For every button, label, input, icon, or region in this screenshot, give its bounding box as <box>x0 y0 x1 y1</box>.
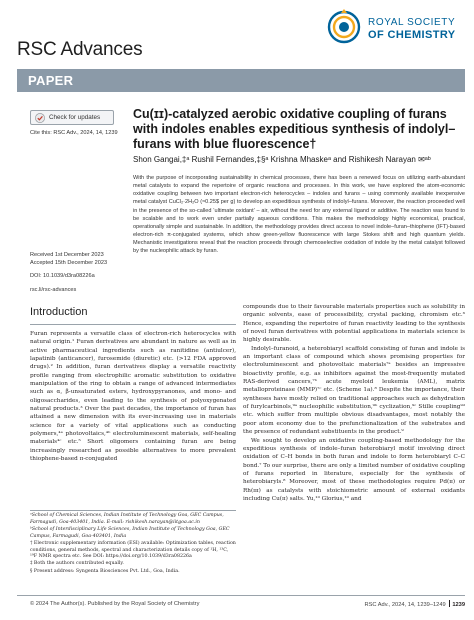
left-column <box>30 330 236 464</box>
received-date: Received 1st December 2023 <box>30 252 104 258</box>
affiliation-a: ᵃSchool of Chemical Sciences, Indian Institute of Technology Goa, GEC Campus, Farmagudi, Goa-403401, India. E-mail: rishikesh.narayan@iitgoa.ac.in <box>30 513 224 525</box>
accepted-date: Accepted 15th December 2023 <box>30 260 108 267</box>
author-list: Shon Gangai,‡ᵃ Rushil Fernandes,‡§ᵃ Krishna Mhaskeᵃ and Rishikesh Narayan ✉ᵃᵇ <box>133 155 431 164</box>
abstract: With the purpose of incorporating sustainability in chemical processes, there has been a renewed focus on utilizing earth-abundant metal catalysts to expand the repertoire of organic reactions and processes. In this work, we have explored the atom-economic oxidative coupling between two important electron-rich heterocycles – indoles and furans – using commonly available inexpensive metal catalyst CuCl₂·2H₂O (≈0.25$ per g) to develop an expeditious synthesis of indolyl–furans. Moreover, the reaction proceeded well in the presence of the so-called ‘ultimate oxidant’ – air, without the need for any external ligand or additive. The reaction was found to be scalable and to work even under partially aqueous conditions. This makes the methodology highly economical, practical, operationally simple and sustainable. In addition, the methodology provides direct access to novel indole–furan–thiophene (IFT)-based electron-rich π-conjugated systems, which show green-yellow fluorescence with large Stokes shift and high quantum yields. Mechanistic investigations reveal that the reaction proceeds through chemoselective oxidation of indole by the metal catalyst followed by the nucleophilic attack by furan. <box>133 175 465 255</box>
check-for-updates-label: Check for updates <box>49 114 101 121</box>
affiliation-b: ᵇSchool of Interdisciplinary Life Sciences, Indian Institute of Technology Goa, GEC Campus, Farmagudi, Goa-403401, India <box>30 526 230 539</box>
footer-divider <box>17 595 465 596</box>
logo-text-line2: OF CHEMISTRY <box>368 29 456 41</box>
present-address-note: § Present address: Syngenta Biosciences Pvt. Ltd., Goa, India. <box>30 568 180 574</box>
journal-reference <box>364 600 465 608</box>
intro-paragraph-2: Indolyl–furanoid, a heterobiaryl scaffold consisting of furan and indole is an important class of compound which shows promising properties for electroluminescent and photovoltaic materials⁷ᵃ besides an impressive bioactivity profile, e.g. as inhibitors against the most-frequently mutated RAS-derived cancers,⁷ᵇ acute myeloid leukemia (AML), matrix metalloproteinase (MMP)⁷ᶜ etc. (Scheme 1a).⁸ Despite the importance, their syntheses have mostly relied on traditional approaches such as dehydration of furylcarbinols,⁹ᵃ nucleophilic substitution,⁹ᵇ cyclization,⁹ᶜ Stille coupling⁹ᵈ etc. which suffer from multiple obvious disadvantages, most notably the poor atom economy due to the prefunctionalization of the substrates and the presence of redundant substituents in the product.⁹ <box>243 345 465 436</box>
rsc-crest-icon <box>326 8 362 46</box>
section-heading-introduction: Introduction <box>30 306 88 318</box>
journal-ref-text: RSC Adv., 2024, 14, 1239–1249 <box>364 602 446 608</box>
citation-line: Cite this: RSC Adv., 2024, 14, 1239 <box>30 130 118 136</box>
footnote-divider <box>30 510 236 511</box>
esi-note: † Electronic supplementary information (ESI) available: Optimization tables, reaction conditions, general methods, spectral and characterization details copy of ¹H, ¹³C, ¹⁹F NMR spectra etc. See DOI: https://doi.org/10.1039/d3ra08226a <box>30 540 236 560</box>
footnotes <box>30 513 236 576</box>
crossmark-icon <box>35 113 45 123</box>
rsc-logo <box>326 6 466 50</box>
section-banner <box>17 69 465 92</box>
section-label: PAPER <box>28 73 74 88</box>
footer-separator <box>449 600 450 607</box>
intro-paragraph-3: We sought to develop an oxidative coupling-based methodology for the expeditious synthesis of indole–furan heterobiaryl motif involving direct oxidation of C–H bonds in both furan and indole to form heterobiaryl C–C bond.⁷ To our surprise, there are only a limited number of oxidative coupling of furans reported in literature, especially for the synthesis of heterobiaryls.⁸ Moreover, most of these methodologies require Pd(ɪɪ) or Rh(ɪɪɪ) as catalysts with stoichiometric amount of external oxidants including Cu(ɪɪ) salts. Yu,¹⁰ Glorius,¹⁰ and <box>243 437 465 502</box>
logo-text-line1: ROYAL SOCIETY <box>368 17 456 28</box>
right-column <box>243 303 465 503</box>
intro-paragraph-1: Furan represents a versatile class of electron-rich heterocycles with natural origin.¹ Furan derivatives are abundant in nature as well as in active pharmaceutical ingredients such as ranitidine (antiulcer), lapatinib (anticancer), furosemide (diuretic) etc. (>12 FDA approved drugs).² In addition, furan derivatives display a versatile reactivity profile ranging from electrophilic aromatic substitution to oxidative manipulation of the ring to obtain a range of advanced intermediates such as α, β-unsaturated esters, hydroxypyranones, and mono- and oligosaccharides, even leading to the synthesis of polyoxygenated natural products.³ Over the past decades, the importance of furan has attained a new dimension with its ever-increasing use in materials science for a variety of vital applications such as conducting polymers,⁴ᵃ photovoltaics,⁴ᵇ electroluminescent materials, self-healing materials⁴ᶜ etc.⁵ Short oligomers containing furan are being increasingly researched as possible alternatives to more prevalent thiophene-based π-conjugated <box>30 331 236 463</box>
copyright-line: © 2024 The Author(s). Published by the Royal Society of Chemistry <box>30 601 200 607</box>
article-title: Cu(ɪɪ)-catalyzed aerobic oxidative coupling of furans with indoles enables expeditious synthesis of indolyl–furans with blue fluorescence† <box>133 107 456 151</box>
heading-divider <box>30 324 236 325</box>
equal-contribution-note: ‡ Both the authors contributed equally. <box>30 561 124 567</box>
article-history <box>30 251 107 294</box>
doi-link[interactable]: DOI: 10.1039/d3ra08226a <box>30 273 95 280</box>
check-for-updates-button[interactable] <box>30 110 114 125</box>
intro-paragraph-continued: compounds due to their favourable materials properties such as solubility in organic solvents, ease of processibility, crystal packing, chromism etc.⁶ Hence, expanding the repertoire of furan reactivity leading to the synthesis of novel furan derivatives with potential applications in materials science is highly desirable. <box>243 304 465 344</box>
journal-name: RSC Advances <box>17 39 143 60</box>
page-number: 1239 <box>452 602 465 608</box>
journal-url-link[interactable]: rsc.li/rsc-advances <box>30 286 77 293</box>
